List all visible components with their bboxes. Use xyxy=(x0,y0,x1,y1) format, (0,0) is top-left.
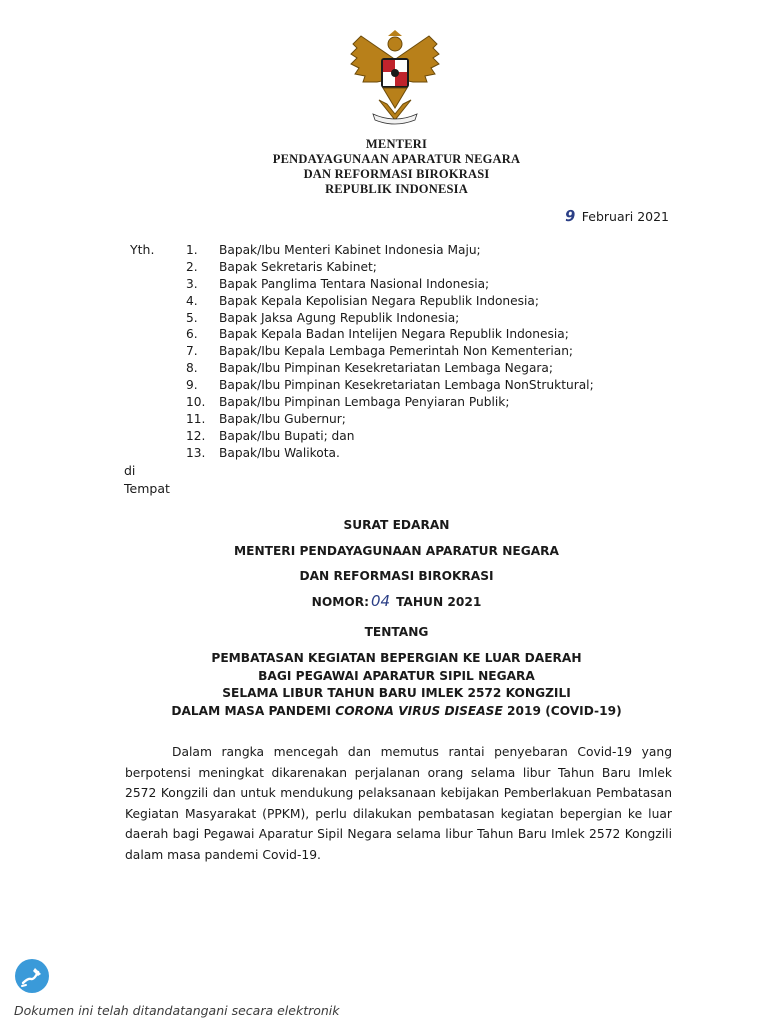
header-line-1: MENTERI xyxy=(365,137,428,151)
list-item: 7. Bapak/Ibu Kepala Lembaga Pemerintah Non Kementerian; xyxy=(186,344,574,359)
list-item: 8. Bapak/Ibu Pimpinan Kesekretariatan Lembaga Negara; xyxy=(186,361,554,376)
paragraph-text: Dalam rangka mencegah dan memutus rantai penyebaran Covid-19 yang berpotensi meningkat dikarenakan perjalanan orang selama libur Tahun Baru Imlek 2572 Kongzili dan untuk mendukung pelaksanaan kebijakan Pemberlakuan Pembatasan Kegiatan Masyarakat (PPKM), perlu dilakukan pembatasan kegiatan bepergian ke luar daerah bagi Pegawai Aparatur Sipil Negara selama libur Tahun Baru Imlek 2572 Kongzili dalam masa pandemi Covid-19. xyxy=(125,745,672,862)
addressee-tempat: Tempat xyxy=(124,481,170,496)
e-signature-icon xyxy=(14,958,50,994)
list-item: 13. Bapak/Ibu Walikota. xyxy=(186,445,340,460)
list-item: 5. Bapak Jaksa Agung Republik Indonesia; xyxy=(186,310,460,325)
subject-line-3: SELAMA LIBUR TAHUN BARU IMLEK 2572 KONGZILI xyxy=(222,686,571,700)
title-line-2: MENTERI PENDAYAGUNAAN APARATUR NEGARA xyxy=(234,544,559,558)
subject-line-4: DALAM MASA PANDEMI CORONA VIRUS DISEASE 2019 (COVID-19) xyxy=(171,703,622,718)
addressee-prefix: Yth. xyxy=(130,242,155,257)
e-signature-note: Dokumen ini telah ditandatangani secara elektronik xyxy=(14,1003,340,1018)
list-item: 6. Bapak Kepala Badan Intelijen Negara Republik Indonesia; xyxy=(186,327,569,342)
addressee-di: di xyxy=(124,463,136,478)
addressee-place xyxy=(124,462,170,498)
garuda-emblem-icon xyxy=(343,28,447,126)
nomor-label: NOMOR: xyxy=(311,595,369,609)
circular-title xyxy=(0,518,768,532)
subject-block xyxy=(0,650,768,720)
header-line-4: REPUBLIK INDONESIA xyxy=(325,182,468,196)
list-item: 4. Bapak Kepala Kepolisian Negara Republik Indonesia; xyxy=(186,293,539,308)
tentang-label: TENTANG xyxy=(364,625,429,639)
subject-line-2: BAGI PEGAWAI APARATUR SIPIL NEGARA xyxy=(258,668,535,683)
header-line-3: DAN REFORMASI BIROKRASI xyxy=(303,167,490,181)
nomor-suffix: TAHUN 2021 xyxy=(396,595,482,609)
title-line-1: SURAT EDARAN xyxy=(343,518,450,532)
list-item: 9. Bapak/Ibu Pimpinan Kesekretariatan Lembaga NonStruktural; xyxy=(186,378,594,393)
date-month-year: Februari 2021 xyxy=(581,209,669,224)
circular-issuer xyxy=(0,544,768,558)
list-item: 3. Bapak Panglima Tentara Nasional Indonesia; xyxy=(186,276,490,291)
tentang-heading xyxy=(0,625,768,639)
subject-line-1: PEMBATASAN KEGIATAN BEPERGIAN KE LUAR DAERAH xyxy=(211,651,582,665)
body-paragraph xyxy=(125,742,672,866)
nomor-handwritten: 04 xyxy=(370,592,391,610)
circular-issuer-2 xyxy=(0,569,768,583)
letter-date xyxy=(565,207,669,225)
list-item: 2. Bapak Sekretaris Kabinet; xyxy=(186,259,377,274)
circular-number xyxy=(0,592,768,610)
ministry-header xyxy=(0,137,768,197)
title-line-3: DAN REFORMASI BIROKRASI xyxy=(299,569,494,583)
recipient-list xyxy=(186,242,594,462)
date-day-handwritten: 9 xyxy=(564,207,578,225)
list-item: 1. Bapak/Ibu Menteri Kabinet Indonesia Maju; xyxy=(186,243,481,257)
list-item: 10. Bapak/Ibu Pimpinan Lembaga Penyiaran Publik; xyxy=(186,395,510,410)
list-item: 12. Bapak/Ibu Bupati; dan xyxy=(186,428,355,443)
header-line-2: PENDAYAGUNAAN APARATUR NEGARA xyxy=(272,152,521,166)
list-item: 11. Bapak/Ibu Gubernur; xyxy=(186,411,346,426)
